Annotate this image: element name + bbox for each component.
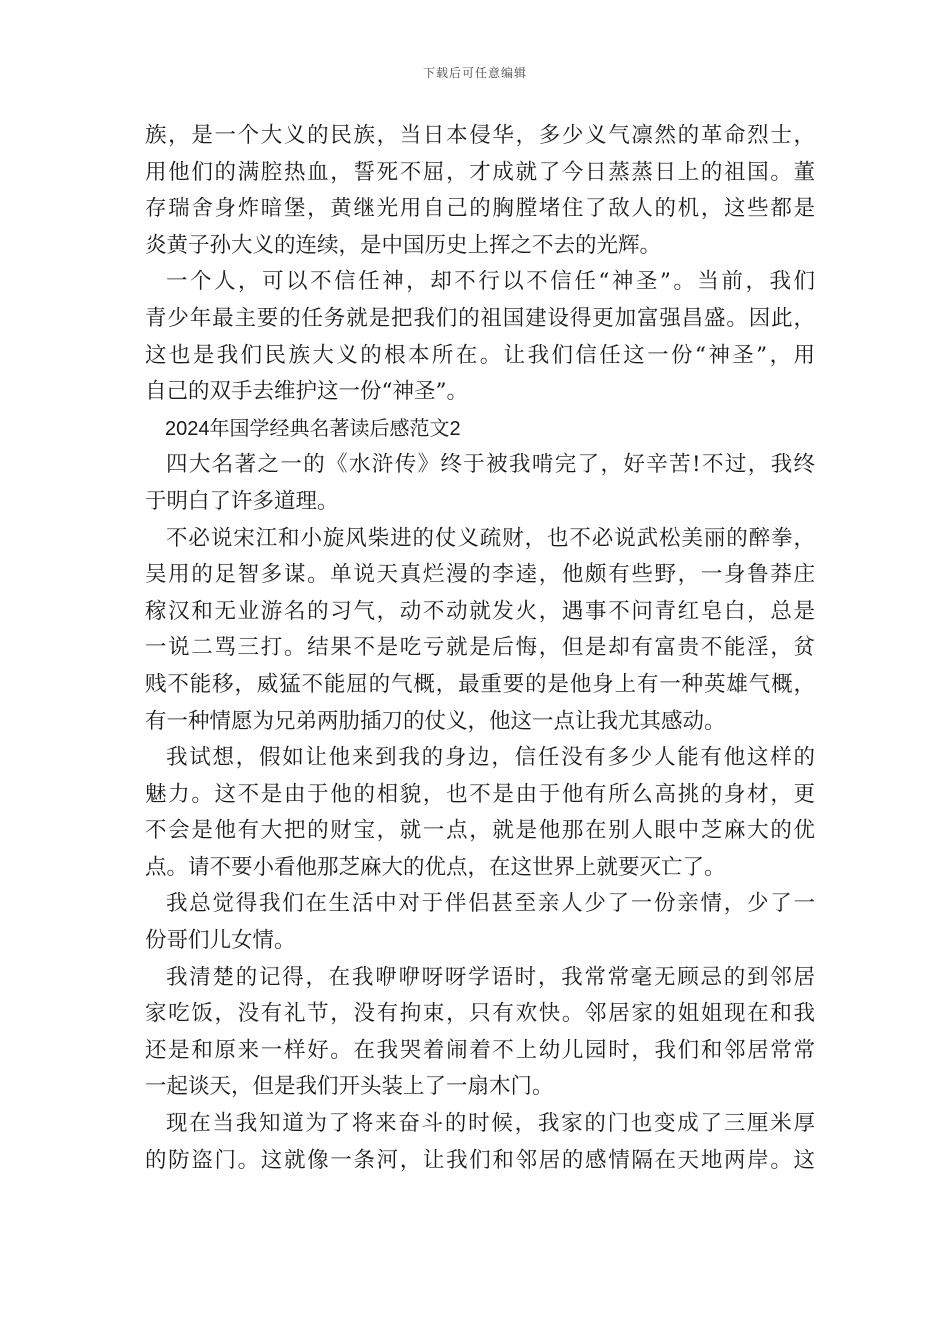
text-line: 魅力。这不是由于他的相貌，也不是由于他有所么高挑的身材，更: [145, 781, 815, 807]
text-line: 吴用的足智多谋。单说天真烂漫的李逵，他颇有些野，一身鲁莽庄: [145, 562, 815, 588]
text-line: 存瑞舍身炸暗堡，黄继光用自己的胸膛堵住了敌人的机，这些都是: [145, 196, 815, 222]
text-line: 炎黄子孙大义的连续，是中国历史上挥之不去的光辉。: [145, 232, 662, 258]
text-line: 稼汉和无业游名的习气，动不动就发火，遇事不问青红皂白，总是: [145, 598, 815, 624]
text-line: 一个人，可以不信任神，却不行以不信任“神圣”。当前，我们: [166, 269, 815, 295]
page-header: 下载后可任意编辑: [422, 66, 527, 80]
text-line: 一起谈天，但是我们开头装上了一扇木门。: [145, 1074, 554, 1100]
text-line: 有一种情愿为兄弟两肋插刀的仗义，他这一点让我尤其感动。: [145, 708, 726, 734]
text-line: 四大名著之一的《水浒传》终于被我啃完了，好辛苦!不过，我终: [166, 452, 815, 478]
document-body: [145, 118, 815, 1179]
text-line: 一说二骂三打。结果不是吃亏就是后悔，但是却有富贵不能淫，贫: [145, 635, 815, 661]
text-line: 族，是一个大义的民族，当日本侵华，多少义气凛然的革命烈士，: [145, 123, 815, 148]
text-line: 现在当我知道为了将来奋斗的时候，我家的门也变成了三厘米厚: [166, 1111, 815, 1137]
text-line: 青少年最主要的任务就是把我们的祖国建设得更加富强昌盛。因此，: [145, 305, 815, 331]
text-line: 点。请不要小看他那芝麻大的优点，在这世界上就要灭亡了。: [145, 854, 726, 880]
text-line: 自己的双手去维护这一份“神圣”。: [145, 379, 468, 405]
text-line: 不必说宋江和小旋风柴进的仗义疏财，也不必说武松美丽的醉拳，: [166, 525, 815, 551]
text-line: 用他们的满腔热血，誓死不屈，才成就了今日蒸蒸日上的祖国。董: [145, 159, 815, 185]
text-line: 这也是我们民族大义的根本所在。让我们信任这一份“神圣”，用: [145, 342, 815, 368]
section-heading: 2024年国学经典名著读后感范文2: [165, 417, 461, 440]
text-line: 家吃饭，没有礼节，没有拘束，只有欢快。邻居家的姐姐现在和我: [145, 1001, 815, 1027]
text-line: 于明白了许多道理。: [145, 488, 339, 514]
text-line: 我试想，假如让他来到我的身边，信任没有多少人能有他这样的: [166, 745, 815, 771]
text-line: 份哥们儿女情。: [145, 928, 296, 954]
text-line: 不会是他有大把的财宝，就一点，就是他那在别人眼中芝麻大的优: [145, 818, 815, 844]
text-line: 的防盗门。这就像一条河，让我们和邻居的感情隔在天地两岸。这: [145, 1147, 815, 1173]
text-line: 我总觉得我们在生活中对于伴侣甚至亲人少了一份亲情，少了一: [166, 891, 815, 917]
text-line: 还是和原来一样好。在我哭着闹着不上幼儿园时，我们和邻居常常: [145, 1037, 815, 1063]
text-line: 我清楚的记得，在我咿咿呀呀学语时，我常常毫无顾忌的到邻居: [166, 964, 815, 990]
text-line: 贱不能移，威猛不能屈的气概，最重要的是他身上有一种英雄气概，: [145, 671, 815, 697]
